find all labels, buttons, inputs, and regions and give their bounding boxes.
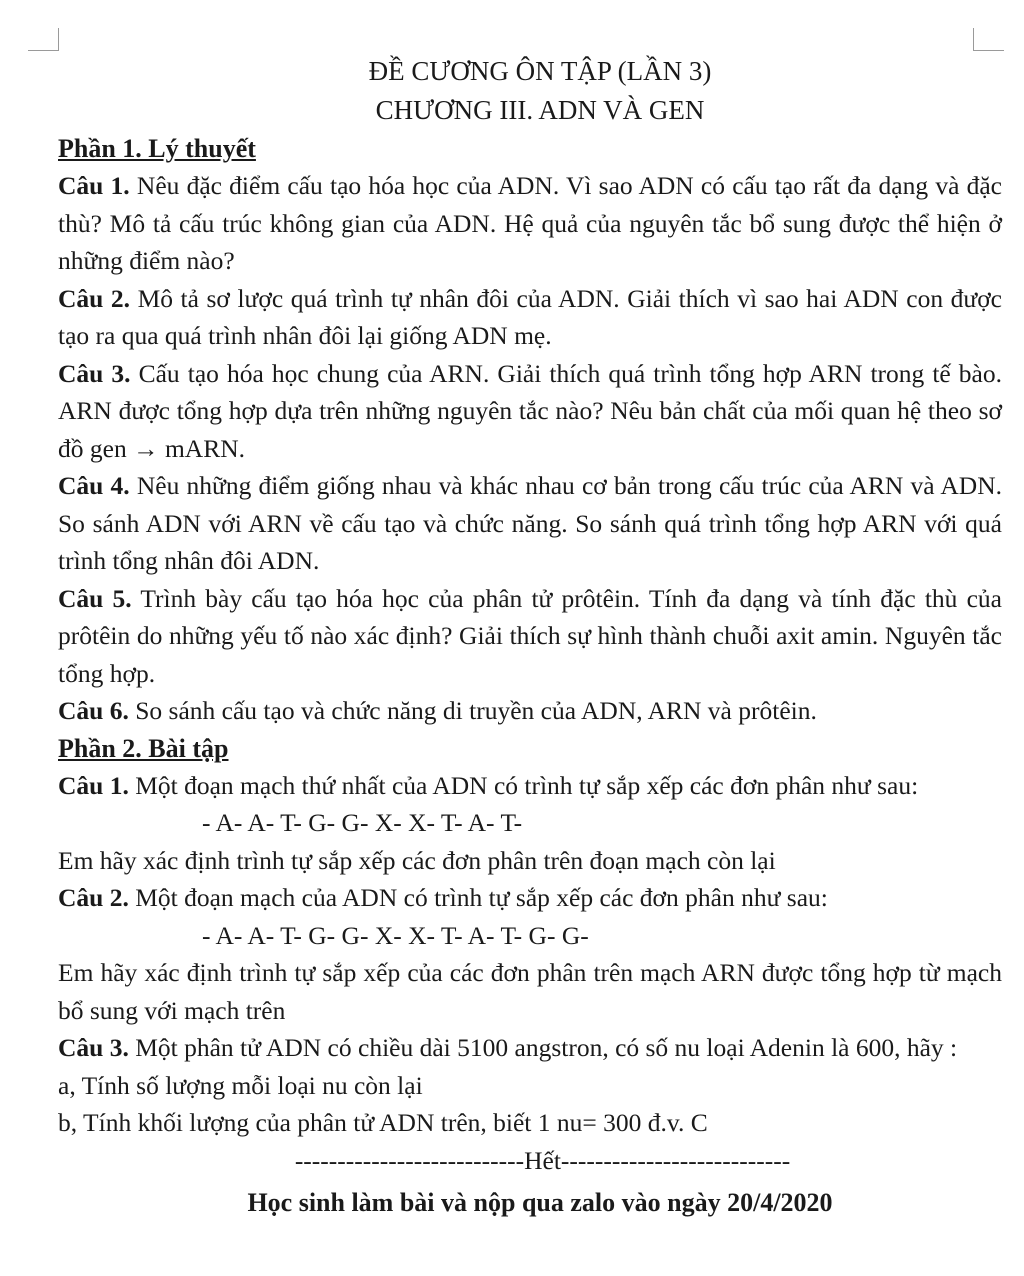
exercise-3-part-b: b, Tính khối lượng của phân tử ADN trên, biết 1 nu= 300 đ.v. C (58, 1108, 708, 1137)
chapter-title: CHƯƠNG III. ADN VÀ GEN (375, 95, 705, 125)
exercise-question-1 (58, 767, 1002, 805)
question-text: Một đoạn mạch thứ nhất của ADN có trình tự sắp xếp các đơn phân như sau: (128, 770, 919, 800)
part1-heading: Phần 1. Lý thuyết (58, 134, 256, 163)
question-label: Câu 3. (58, 1033, 129, 1062)
document-title: ĐỀ CƯƠNG ÔN TẬP (LẦN 3) (368, 56, 712, 86)
question-label: Câu 4. (58, 471, 130, 500)
exercise-task-1: Em hãy xác định trình tự sắp xếp các đơn phân trên đoạn mạch còn lại (58, 845, 776, 875)
theory-question-2 (58, 280, 1002, 355)
theory-question-5 (58, 580, 1002, 693)
page-corner-mark-right (973, 28, 1004, 51)
theory-question-1 (58, 167, 1002, 280)
theory-question-4 (58, 467, 1002, 580)
question-text: Một đoạn mạch của ADN có trình tự sắp xếp các đơn phân như sau: (128, 883, 828, 912)
question-text: Mô tả sơ lược quá trình tự nhân đôi của ADN. Giải thích vì sao hai ADN con được tạo ra qua quá trình nhân đôi lại giống ADN mẹ. (58, 283, 1002, 350)
question-label: Câu 2. (58, 283, 131, 313)
part2-heading: Phần 2. Bài tập (58, 733, 229, 763)
exercise-question-2 (58, 879, 1002, 917)
exercise-question-3 (58, 1029, 1002, 1067)
dna-sequence-2: - A- A- T- G- G- X- X- T- A- T- G- G- (202, 920, 589, 950)
question-text: So sánh cấu tạo và chức năng di truyền của ADN, ARN và prôtêin. (128, 696, 817, 725)
question-text: Nêu những điểm giống nhau và khác nhau cơ bản trong cấu trúc của ARN và ADN. So sánh ADN với ARN về cấu tạo và chức năng. So sánh quá trình tổng hợp ARN với quá trình tổng nhân đôi ADN. (58, 471, 1002, 575)
exercise-task-2: Em hãy xác định trình tự sắp xếp của các đơn phân trên mạch ARN được tổng hợp từ mạch bổ sung với mạch trên (58, 958, 1002, 1025)
question-label: Câu 6. (58, 696, 129, 725)
question-label: Câu 2. (58, 883, 129, 912)
theory-question-3 (58, 355, 1002, 468)
dna-sequence-1: - A- A- T- G- G- X- X- T- A- T- (202, 808, 523, 837)
exercise-3-part-a: a, Tính số lượng mỗi loại nu còn lại (58, 1070, 423, 1100)
question-label: Câu 1. (58, 171, 130, 200)
question-text: Nêu đặc điểm cấu tạo hóa học của ADN. Vì sao ADN có cấu tạo rất đa dạng và đặc thù? Mô tả cấu trúc không gian của ADN. Hệ quả của nguyên tắc bổ sung được thể hiện ở những điểm nào? (58, 171, 1002, 275)
question-label: Câu 1. (58, 770, 129, 800)
submission-note: Học sinh làm bài và nộp qua zalo vào ngày 20/4/2020 (247, 1187, 833, 1217)
question-text: Một phân tử ADN có chiều dài 5100 angstron, có số nu loại Adenin là 600, hãy : (128, 1033, 958, 1062)
question-label: Câu 5. (58, 583, 132, 613)
question-label: Câu 3. (58, 358, 131, 388)
question-text: Trình bày cấu tạo hóa học của phân tử prôtêin. Tính đa dạng và tính đặc thù của prôtêin do những yếu tố nào xác định? Giải thích sự hình thành chuỗi axit amin. Nguyên tắc tổng hợp. (58, 583, 1002, 688)
document-page (58, 52, 1002, 1223)
theory-question-6 (58, 692, 1002, 730)
page-corner-mark-left (28, 28, 59, 51)
end-marker: ---------------------------Hết--------------------------- (294, 1145, 791, 1175)
question-text: Cấu tạo hóa học chung của ARN. Giải thích quá trình tổng hợp ARN trong tế bào. ARN được tổng hợp dựa trên những nguyên tắc nào? Nêu bản chất của mối quan hệ theo sơ đồ gen → mARN. (58, 358, 1002, 463)
